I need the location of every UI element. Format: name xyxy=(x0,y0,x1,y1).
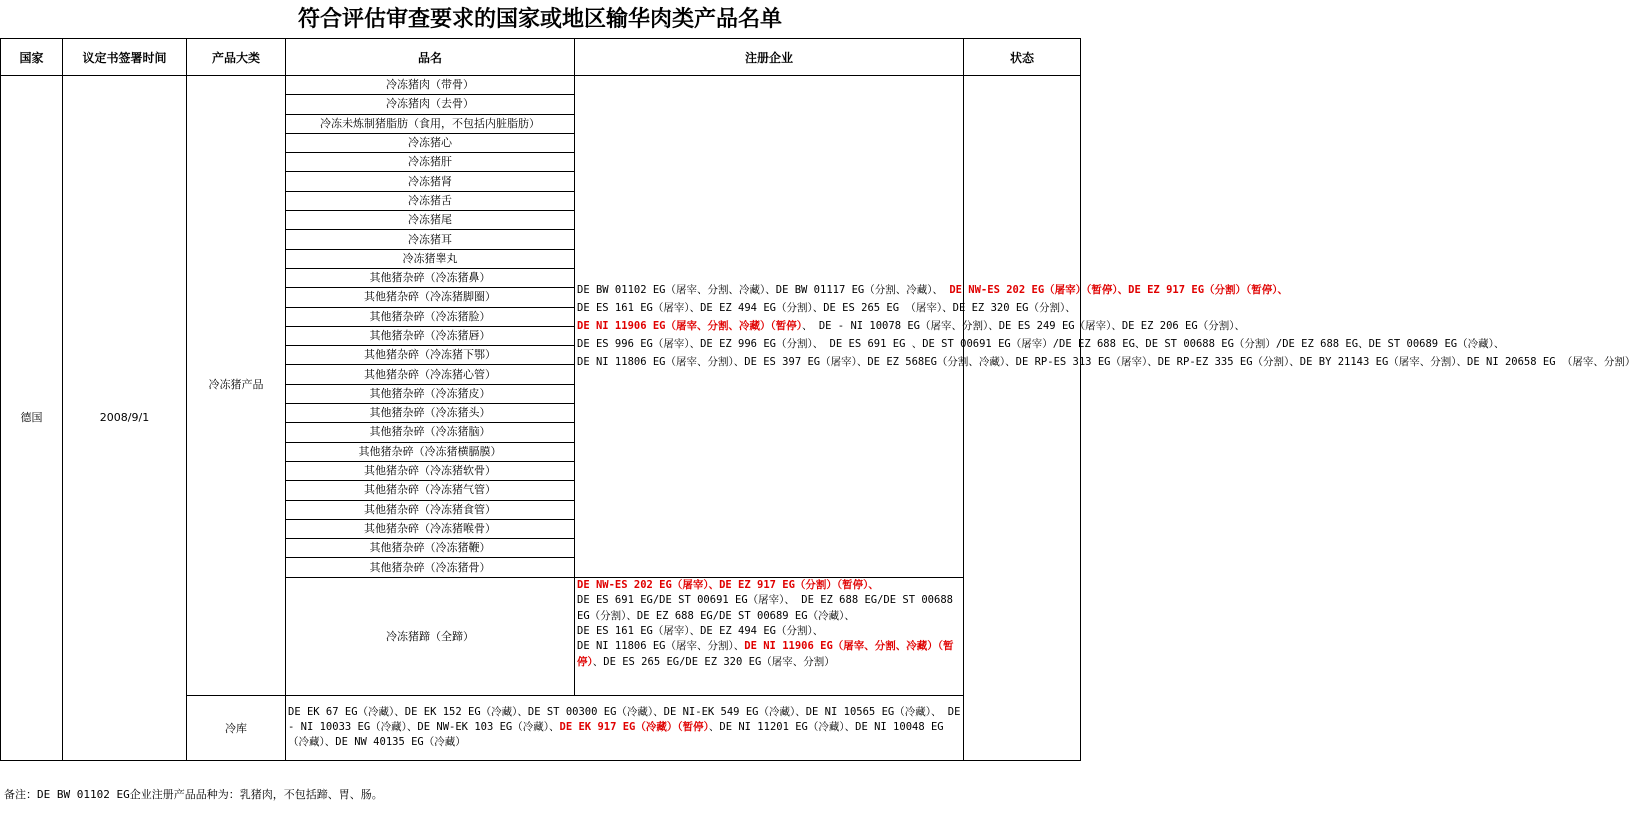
company-text: DE EK 67 EG（冷藏）、DE EK 152 EG（冷藏）、DE ST 00300 EG（冷藏）、DE NI-EK 549 EG（冷藏）、DE NI 10565 EG（冷藏）、 DE - NI 10033 EG（冷藏）、DE NW-EK 103 EG（冷藏）、 xyxy=(288,705,961,734)
company-cell xyxy=(286,695,964,760)
footnote: 备注：DE BW 01102 EG企业注册产品品种为：乳猪肉，不包括蹄、胃、肠。 xyxy=(4,788,383,801)
sign-date-cell: 2008/9/1 xyxy=(63,76,187,761)
company-cell xyxy=(575,577,964,695)
company-suspended-text: DE EK 917 EG（冷藏）（暂停） xyxy=(559,721,709,734)
company-text: DE NI 11806 EG（屠宰、分割）、 xyxy=(577,640,745,653)
product-name-cell: 冷冻猪心 xyxy=(286,133,575,152)
status-cell xyxy=(964,76,1081,761)
company-suspended-text: DE NI 11906 EG（屠宰、分割、冷藏）（暂停） xyxy=(577,640,954,668)
header-category: 产品大类 xyxy=(187,39,286,76)
product-name-cell: 其他猪杂碎（冷冻猪头） xyxy=(286,404,575,423)
product-name-cell: 其他猪杂碎（冷冻猪软骨） xyxy=(286,461,575,480)
product-name-cell: 其他猪杂碎（冷冻猪鼻） xyxy=(286,268,575,287)
product-table xyxy=(0,38,1635,761)
product-name-cell: 其他猪杂碎（冷冻猪脑） xyxy=(286,423,575,442)
product-name-cell: 冷冻未炼制猪脂肪（食用，不包括内脏脂肪） xyxy=(286,114,575,133)
product-name-cell: 冷冻猪舌 xyxy=(286,191,575,210)
company-text: 、DE ES 265 EG/DE EZ 320 EG（屠宰、分割） xyxy=(592,655,835,668)
company-text: DE ES 161 EG（屠宰）、DE EZ 494 EG（分割）、 xyxy=(577,624,824,637)
company-suspended-text: DE NW-ES 202 EG（屠宰）、DE EZ 917 EG（分割）（暂停）、 xyxy=(577,578,879,591)
header-company: 注册企业 xyxy=(575,39,964,76)
company-text: DE ES 161 EG（屠宰）、DE EZ 494 EG（分割）、DE ES 265 EG （屠宰）、DE EZ 320 EG（分割）、 xyxy=(577,302,1076,315)
company-suspended-text: DE NW-ES 202 EG（屠宰）（暂停）、DE EZ 917 EG（分割）（暂停）、 xyxy=(949,284,1289,297)
product-name-cell: 冷冻猪尾 xyxy=(286,211,575,230)
company-text: DE ES 691 EG/DE ST 00691 EG（屠宰）、 DE EZ 688 EG/DE ST 00688 EG（分割）、DE EZ 688 EG/DE ST 00689 EG（冷藏）、 xyxy=(577,594,953,622)
product-name-cell: 冷冻猪蹄（全蹄） xyxy=(286,577,575,695)
header-product-name: 品名 xyxy=(286,39,575,76)
company-text: 、 DE - NI 10078 EG（屠宰、分割）、DE ES 249 EG（屠宰）、DE EZ 206 EG（分割）、 xyxy=(802,320,1245,333)
company-text: DE ES 996 EG（屠宰）、DE EZ 996 EG（分割）、 DE ES 691 EG 、DE ST 00691 EG（屠宰）/DE EZ 688 EG、DE ST 00688 EG（分割）/DE EZ 688 EG、DE ST 00689 EG（冷藏）、 xyxy=(577,338,1505,351)
header-status: 状态 xyxy=(964,39,1081,76)
product-name-cell: 其他猪杂碎（冷冻猪气管） xyxy=(286,481,575,500)
product-name-cell: 其他猪杂碎（冷冻猪喉骨） xyxy=(286,519,575,538)
category-cell: 冷库 xyxy=(187,695,286,760)
product-name-cell: 冷冻猪肉（带骨） xyxy=(286,76,575,95)
product-name-cell: 其他猪杂碎（冷冻猪皮） xyxy=(286,384,575,403)
product-name-cell: 其他猪杂碎（冷冻猪鞭） xyxy=(286,539,575,558)
company-text: 、DE NI 11201 EG（冷藏）、DE NI 10048 EG（冷藏）、DE NW 40135 EG（冷藏） xyxy=(288,721,944,749)
header-sign-date: 议定书签署时间 xyxy=(63,39,187,76)
company-cell xyxy=(575,76,1635,578)
product-name-cell: 冷冻猪肾 xyxy=(286,172,575,191)
product-name-cell: 冷冻猪耳 xyxy=(286,230,575,249)
product-name-cell: 其他猪杂碎（冷冻猪骨） xyxy=(286,558,575,577)
company-text: DE BW 01102 EG（屠宰、分割、冷藏）、DE BW 01117 EG（分割、冷藏）、 xyxy=(577,284,950,297)
country-cell: 德国 xyxy=(1,76,63,761)
product-name-cell: 其他猪杂碎（冷冻猪唇） xyxy=(286,326,575,345)
table-row xyxy=(1,76,1081,95)
company-text: DE NI 11806 EG（屠宰、分割）、DE ES 397 EG（屠宰）、DE EZ 568EG（分割、冷藏）、DE RP-ES 313 EG（屠宰）、DE RP-EZ 335 EG（分割）、DE BY 21143 EG（屠宰、分割）、DE NI 20658 EG （屠宰、分割） xyxy=(577,356,1635,369)
product-name-cell: 其他猪杂碎（冷冻猪下鄂） xyxy=(286,346,575,365)
header-country: 国家 xyxy=(1,39,63,76)
product-name-cell: 其他猪杂碎（冷冻猪脚圈） xyxy=(286,288,575,307)
product-name-cell: 冷冻猪肝 xyxy=(286,153,575,172)
company-suspended-text: DE NI 11906 EG（屠宰、分割、冷藏）（暂停） xyxy=(577,320,803,333)
category-cell: 冷冻猪产品 xyxy=(187,76,286,696)
product-name-cell: 其他猪杂碎（冷冻猪食管） xyxy=(286,500,575,519)
page-title: 符合评估审查要求的国家或地区输华肉类产品名单 xyxy=(297,6,782,32)
product-name-cell: 其他猪杂碎（冷冻猪脸） xyxy=(286,307,575,326)
product-name-cell: 冷冻猪肉（去骨） xyxy=(286,95,575,114)
product-name-cell: 其他猪杂碎（冷冻猪心管） xyxy=(286,365,575,384)
header-row xyxy=(1,39,1081,76)
product-name-cell: 冷冻猪睾丸 xyxy=(286,249,575,268)
product-name-cell: 其他猪杂碎（冷冻猪横膈膜） xyxy=(286,442,575,461)
